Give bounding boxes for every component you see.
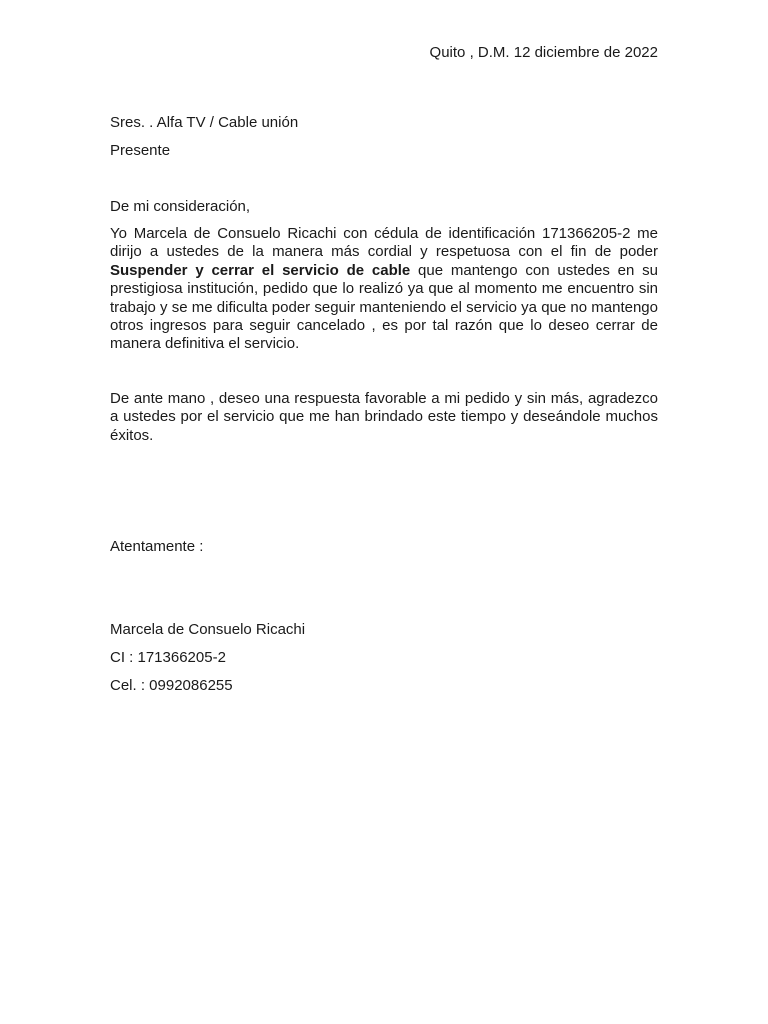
presente: Presente [110, 142, 171, 159]
signature-cel: Cel. : 0992086255 [110, 677, 233, 694]
body-paragraph-1-text: Yo Marcela de Consuelo Ricachi con cédula de identificación 171366205-2 me dirijo a ustedes de la manera más cordial y respetuosa con el fin de poder [110, 225, 658, 261]
signature-ci: CI : 171366205-2 [110, 649, 226, 666]
body-paragraph-1-text-cont: que mantengo con ustedes en su prestigiosa institución, pedido que lo realizó ya que al momento me encuentro sin trabajo y se me dificulta poder seguir manteniendo el servicio ya que no mantengo otros ingresos para seguir cancelado , es por tal razón que lo deseo cerrar de manera definitiva el servicio. [110, 261, 659, 353]
body-paragraph-1-bold: Suspender y cerrar el servicio de cable [110, 261, 411, 279]
recipient: Sres. . Alfa TV / Cable unión [110, 114, 299, 131]
signature-name: Marcela de Consuelo Ricachi [110, 621, 306, 638]
place-date: Quito , D.M. 12 diciembre de 2022 [429, 44, 658, 61]
salutation: De mi consideración, [110, 198, 251, 215]
body-paragraph-2: De ante mano , deseo una respuesta favorable a mi pedido y sin más, agradezco a ustedes por el servicio que me han brindado este tiempo y deseándole muchos éxitos. [110, 390, 658, 444]
closing: Atentamente : [110, 538, 204, 555]
body-paragraph-1 [110, 225, 658, 354]
